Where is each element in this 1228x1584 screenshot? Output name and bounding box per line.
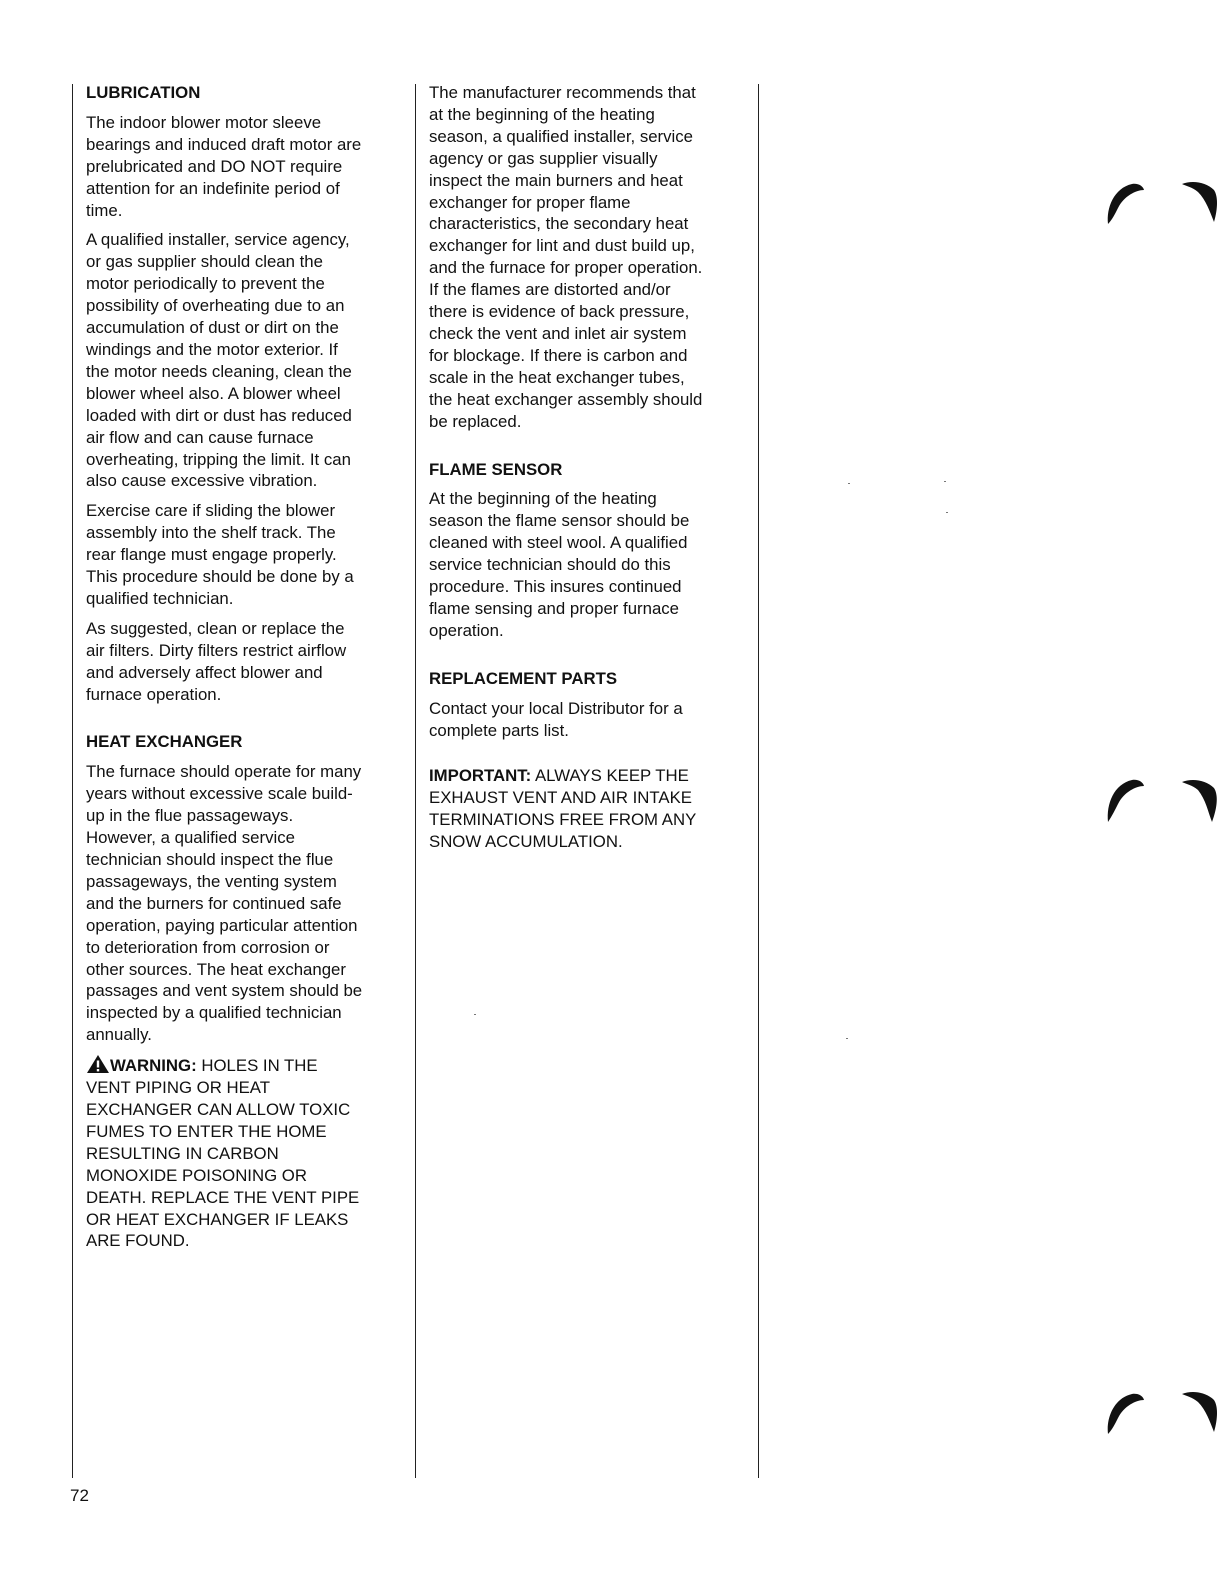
warning-triangle-icon — [86, 1054, 110, 1074]
important-label: IMPORTANT: — [429, 766, 532, 786]
right-column — [429, 82, 749, 853]
lubrication-heading: LUBRICATION — [86, 83, 201, 102]
lubrication-paragraph-3: Exercise care if sliding the blower assembly into the shelf track. The rear flange must engage properly. This procedure should be done by a qualified technician. — [86, 501, 354, 608]
heat-exchanger-paragraph: The furnace should operate for many years without excessive scale build- up in the flue passageways. However, a qualified service technician should inspect the flue passageways, the venting system and the burners for continued safe operation, paying particular attention to deterioration from corrosion or other sources. The heat exchanger passages and vent system should be inspected by a qualified technician annually. — [86, 762, 363, 1045]
important-notice — [429, 765, 749, 853]
punch-hole-mark-middle-left-icon — [1106, 774, 1146, 824]
flame-sensor-paragraph: At the beginning of the heating season the flame sensor should be cleaned with steel wool. A qualified service technician should do this procedure. This insures continued flame sensing and proper furnace operation. — [429, 489, 690, 640]
scan-speck — [848, 483, 850, 484]
punch-hole-mark-middle-right-icon — [1180, 774, 1220, 824]
warning-text: HOLES IN THE VENT PIPING OR HEAT EXCHANGER CAN ALLOW TOXIC FUMES TO ENTER THE HOME RESULTING IN CARBON MONOXIDE POISONING OR DEATH. REPLACE THE VENT PIPE OR HEAT EXCHANGER IF LEAKS ARE FOUND. — [86, 1056, 360, 1251]
flame-sensor-heading: FLAME SENSOR — [429, 459, 563, 479]
punch-hole-mark-bottom-right-icon — [1180, 1388, 1220, 1434]
lubrication-paragraph-2: A qualified installer, service agency, or gas supplier should clean the motor periodically to prevent the possibility of overheating due to an accumulation of dust or dirt on the windings and the motor exterior. If the motor needs cleaning, clean the blower wheel also. A blower wheel loaded with dirt or dust has reduced air flow and can cause furnace overheating, tripping the limit. It can also cause excessive vibration. — [86, 230, 352, 491]
scan-speck — [944, 481, 946, 482]
heat-exchanger-warning — [86, 1054, 406, 1252]
replacement-parts-heading: REPLACEMENT PARTS — [429, 668, 618, 688]
left-margin-rule — [72, 84, 73, 1478]
heat-exchanger-heading: HEAT EXCHANGER — [86, 732, 243, 752]
left-column — [86, 82, 406, 1252]
center-divider-rule — [415, 84, 416, 1478]
scan-speck — [846, 1038, 848, 1039]
lubrication-paragraph-1: The indoor blower motor sleeve bearings and induced draft motor are prelubricated and DO NOT require attention for an indefinite period of time. — [86, 112, 362, 220]
punch-hole-mark-top-left-icon — [1106, 180, 1146, 226]
scan-speck — [946, 512, 948, 513]
warning-label: WARNING: — [110, 1056, 197, 1076]
replacement-parts-paragraph: Contact your local Distributor for a complete parts list. — [429, 698, 683, 740]
punch-hole-mark-bottom-left-icon — [1106, 1390, 1146, 1436]
right-margin-rule — [758, 84, 759, 1478]
page-number: 72 — [70, 1486, 89, 1505]
punch-hole-mark-top-right-icon — [1180, 178, 1220, 224]
scan-speck — [474, 1014, 476, 1015]
lubrication-paragraph-4: As suggested, clean or replace the air filters. Dirty filters restrict airflow and adversely affect blower and furnace operation. — [86, 618, 347, 704]
important-text: ALWAYS KEEP THE EXHAUST VENT AND AIR INTAKE TERMINATIONS FREE FROM ANY SNOW ACCUMULATION. — [429, 766, 697, 852]
inspection-intro-paragraph: The manufacturer recommends that at the beginning of the heating season, a qualified installer, service agency or gas supplier visually inspect the main burners and heat exchanger for proper flame characteristics, the secondary heat exchanger for lint and dust build up, and the furnace for proper operation. If the flames are distorted and/or there is evidence of back pressure, check the vent and inlet air system for blockage. If there is carbon and scale in the heat exchanger tubes, the heat exchanger assembly should be replaced. — [429, 83, 703, 431]
